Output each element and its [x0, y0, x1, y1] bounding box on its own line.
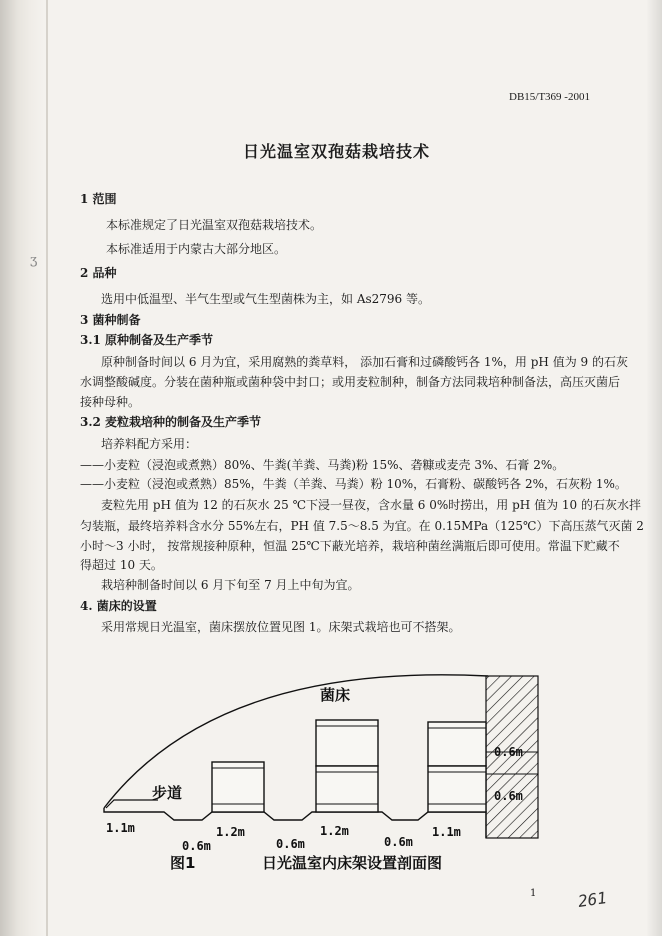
dim-height-lower: 0.6m	[494, 789, 523, 803]
dim-right-bed: 1.1m	[432, 825, 461, 839]
label-bed: 菌床	[320, 686, 351, 704]
dim-bed-2: 1.2m	[320, 824, 349, 838]
page-number: 1	[530, 888, 537, 899]
section-4-para-1: 采用常规日光温室，菌床摆放位置见图 1。床架式栽培也可不搭架。	[101, 620, 461, 634]
dim-gap-2: 0.6m	[276, 837, 305, 851]
process-line-2: 匀装瓶，最终培养料含水分 55%左右，PH 值 7.5～8.5 为宜。在 0.15MPa（125℃）下高压蒸气灭菌 2	[80, 519, 644, 533]
figure-caption-text: 日光温室内床架设置剖面图	[262, 854, 443, 872]
handwritten-note: 261	[576, 888, 609, 911]
bed-3-upper	[428, 722, 486, 766]
greenhouse-section-diagram	[96, 650, 546, 880]
section-3-1-line-1: 原种制备时间以 6 月为宜，采用腐熟的粪草料， 添加石膏和过磷酸钙各 1%，用 pH 值为 9 的石灰	[101, 355, 628, 369]
dim-gap-3: 0.6m	[384, 835, 413, 849]
bed-2-lower	[316, 766, 378, 812]
section-1-heading: 1 范围	[80, 192, 117, 206]
document-code: DB15/T369 -2001	[509, 91, 590, 103]
dim-left-walkway: 1.1m	[106, 821, 135, 835]
bed-2-upper	[316, 720, 378, 766]
formula-2: ——小麦粒（浸泡或煮熟）85%，牛粪（羊粪、马粪）粉 10%，石膏粉、碳酸钙各 2%，石灰粉 1%。	[80, 477, 627, 491]
dim-gap-1: 0.6m	[182, 839, 211, 853]
process-line-3: 小时～3 小时， 按常规接种原种，恒温 25℃下蔽光培养，栽培种菌丝满瓶后即可使用。常温下贮藏不	[80, 539, 620, 553]
section-3-1-line-2: 水调整酸碱度。分装在菌种瓶或菌种袋中封口；或用麦粒制种，制备方法同栽培种制备法，高压灭菌后	[80, 375, 621, 389]
document-title: 日光温室双孢菇栽培技术	[243, 142, 431, 161]
section-2-para-1: 选用中低温型、半气生型或气生型菌株为主，如 As2796 等。	[101, 292, 430, 306]
book-gutter-shadow	[0, 0, 44, 936]
page-edge	[46, 0, 48, 936]
dim-height-upper: 0.6m	[494, 745, 523, 759]
section-3-1-line-3: 接种母种。	[80, 395, 141, 409]
section-4-heading: 4. 菌床的设置	[80, 599, 157, 613]
section-3-2-heading: 3.2 麦粒栽培种的制备及生产季节	[80, 415, 262, 429]
timing-text: 栽培种制备时间以 6 月下旬至 7 月上中旬为宜。	[101, 578, 360, 592]
walkway-step	[106, 800, 158, 808]
formula-intro: 培养料配方采用：	[101, 437, 198, 451]
section-3-1-heading: 3.1 原种制备及生产季节	[80, 333, 214, 347]
formula-1: ——小麦粒（浸泡或煮熟）80%、牛粪(羊粪、马粪)粉 15%、砻糠或麦壳 3%、石膏 2%。	[80, 458, 565, 472]
process-line-4: 得超过 10 天。	[80, 558, 163, 572]
dim-bed-1: 1.2m	[216, 825, 245, 839]
label-walkway: 步道	[152, 784, 183, 802]
section-2-heading: 2 品种	[80, 266, 117, 280]
margin-mark: ʒ	[30, 253, 38, 268]
section-1-para-2: 本标准适用于内蒙古大部分地区。	[106, 242, 287, 256]
section-3-heading: 3 菌种制备	[80, 313, 141, 327]
bed-3-lower	[428, 766, 486, 812]
figure-caption-number: 图1	[170, 854, 196, 872]
section-1-para-1: 本标准规定了日光温室双孢菇栽培技术。	[106, 218, 323, 232]
page-right-shadow	[646, 0, 662, 936]
process-line-1: 麦粒先用 pH 值为 12 的石灰水 25 ℃下浸一昼夜，含水量 6 0%时捞出，用 pH 值为 10 的石灰水拌	[101, 498, 641, 512]
